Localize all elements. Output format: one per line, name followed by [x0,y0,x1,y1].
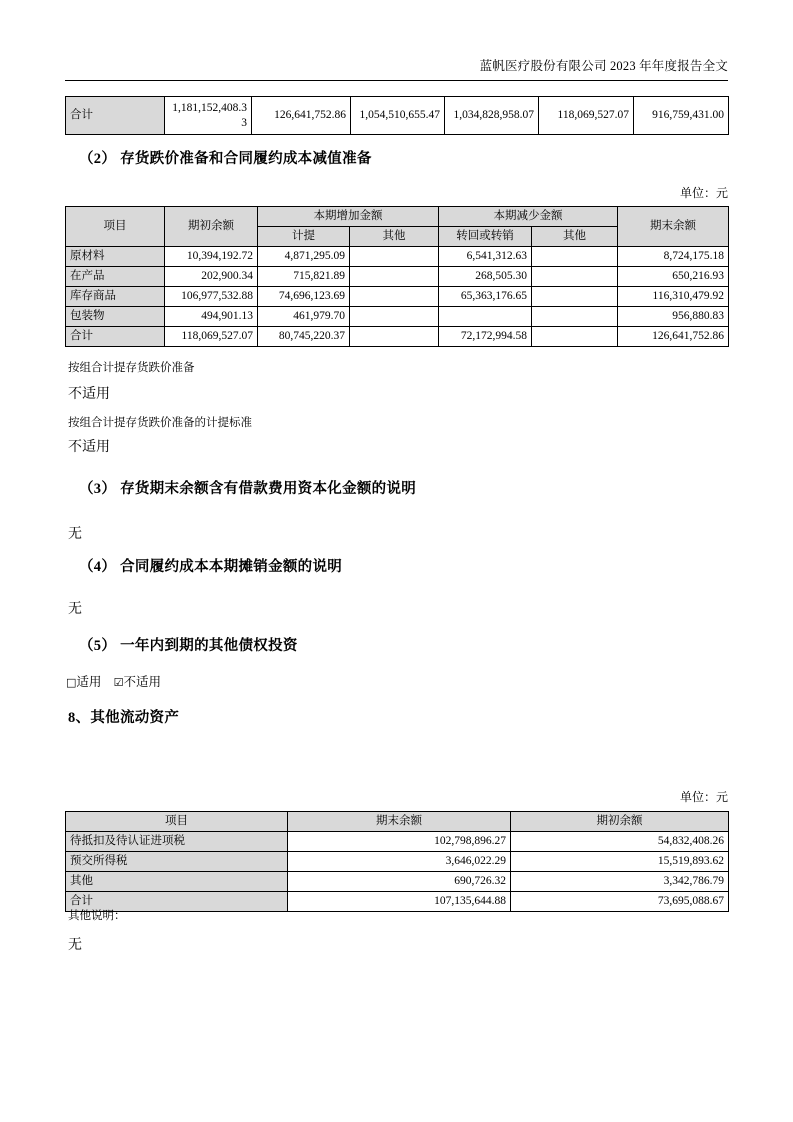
row-opening: 15,519,893.62 [511,852,729,872]
row-decrease-reversal [439,307,532,327]
table-row [66,267,729,287]
total-value-5: 118,069,527.07 [539,97,634,135]
continued-total-table [65,96,729,135]
col-header-increase-other: 其他 [350,227,439,247]
table-row [66,287,729,307]
row-decrease-reversal: 6,541,312.63 [439,247,532,267]
table-row [66,307,729,327]
col-header-increase-group: 本期增加金额 [258,207,439,227]
row-label-total: 合计 [66,97,165,135]
total-value-2: 126,641,752.86 [252,97,351,135]
col-header-increase-accrual: 计提 [258,227,350,247]
applicability-checkbox-row [66,673,161,692]
other-current-assets-table-wrapper [65,811,729,912]
row-closing: 956,880.83 [618,307,729,327]
section-3-heading: （3） 存货期末余额含有借款费用资本化金额的说明 [79,481,417,497]
page-running-header: 蓝帆医疗股份有限公司 2023 年年度报告全文 [479,59,728,73]
inventory-provision-table [65,206,729,347]
table-header-row [66,812,729,832]
row-decrease-reversal: 65,363,176.65 [439,287,532,307]
other-note-label: 其他说明： [68,910,126,922]
section-8-unit-label: 单位：元 [679,790,728,804]
section-8-heading: 8、其他流动资产 [68,710,180,726]
row-closing: 107,135,644.88 [288,892,511,912]
row-closing: 690,726.32 [288,872,511,892]
row-opening: 118,069,527.07 [165,327,258,347]
col-header-decrease-other: 其他 [532,227,618,247]
checked-box-icon[interactable]: ☑ [113,676,124,689]
other-note-value: 无 [68,938,82,953]
applicable-label: 适用 [76,675,102,689]
row-item: 包装物 [66,307,165,327]
col-header-item: 项目 [66,812,288,832]
row-item-total: 合计 [66,892,288,912]
other-current-assets-table [65,811,729,912]
col-header-closing-balance: 期末余额 [618,207,729,247]
row-increase-other [350,247,439,267]
row-decrease-other [532,287,618,307]
row-item: 预交所得税 [66,852,288,872]
col-header-opening-balance: 期初余额 [511,812,729,832]
table-row [66,832,729,852]
row-closing: 116,310,479.92 [618,287,729,307]
row-opening: 73,695,088.67 [511,892,729,912]
col-header-decrease-group: 本期减少金额 [439,207,618,227]
group-provision-label: 按组合计提存货跌价准备 [68,362,195,374]
group-provision-standard-label: 按组合计提存货跌价准备的计提标准 [68,417,252,429]
table-row [66,247,729,267]
col-header-decrease-reversal: 转回或转销 [439,227,532,247]
total-value-4: 1,034,828,958.07 [445,97,539,135]
col-header-item: 项目 [66,207,165,247]
row-decrease-other [532,267,618,287]
row-opening: 54,832,408.26 [511,832,729,852]
section-5-heading: （5） 一年内到期的其他债权投资 [79,638,298,654]
section-2-heading: （2） 存货跌价准备和合同履约成本减值准备 [79,151,372,167]
table-row [66,872,729,892]
group-provision-value: 不适用 [68,387,110,402]
col-header-closing-balance: 期末余额 [288,812,511,832]
total-value-3: 1,054,510,655.47 [351,97,445,135]
row-increase-accrual: 461,979.70 [258,307,350,327]
row-increase-other [350,287,439,307]
header-divider-rule [65,80,728,81]
table-row [66,327,729,347]
row-decrease-other [532,327,618,347]
total-value-1: 1,181,152,408.33 [165,97,252,135]
row-opening: 106,977,532.88 [165,287,258,307]
row-increase-accrual: 715,821.89 [258,267,350,287]
section-4-heading: （4） 合同履约成本本期摊销金额的说明 [79,559,343,575]
unchecked-box-icon[interactable]: □ [66,676,77,689]
row-item: 其他 [66,872,288,892]
inventory-provision-table-wrapper [65,206,729,347]
row-opening: 202,900.34 [165,267,258,287]
group-provision-standard-value: 不适用 [68,440,110,455]
row-item: 库存商品 [66,287,165,307]
row-item: 原材料 [66,247,165,267]
table-row [66,97,729,135]
total-value-6: 916,759,431.00 [634,97,729,135]
table-header-row-1 [66,207,729,227]
row-opening: 3,342,786.79 [511,872,729,892]
continued-total-table-wrapper [65,96,729,135]
row-decrease-other [532,247,618,267]
row-decrease-reversal: 72,172,994.58 [439,327,532,347]
row-item-total: 合计 [66,327,165,347]
row-increase-other [350,267,439,287]
row-increase-other [350,307,439,327]
row-opening: 10,394,192.72 [165,247,258,267]
row-increase-other [350,327,439,347]
table-row [66,892,729,912]
section-2-unit-label: 单位：元 [679,186,728,200]
row-decrease-other [532,307,618,327]
row-closing: 8,724,175.18 [618,247,729,267]
row-item: 待抵扣及待认证进项税 [66,832,288,852]
row-item: 在产品 [66,267,165,287]
row-closing: 102,798,896.27 [288,832,511,852]
not-applicable-label: 不适用 [123,675,162,689]
section-3-body: 无 [68,527,82,542]
section-4-body: 无 [68,602,82,617]
row-increase-accrual: 80,745,220.37 [258,327,350,347]
row-closing: 126,641,752.86 [618,327,729,347]
table-row [66,852,729,872]
row-closing: 3,646,022.29 [288,852,511,872]
col-header-opening-balance: 期初余额 [165,207,258,247]
row-closing: 650,216.93 [618,267,729,287]
row-increase-accrual: 74,696,123.69 [258,287,350,307]
row-decrease-reversal: 268,505.30 [439,267,532,287]
row-opening: 494,901.13 [165,307,258,327]
row-increase-accrual: 4,871,295.09 [258,247,350,267]
